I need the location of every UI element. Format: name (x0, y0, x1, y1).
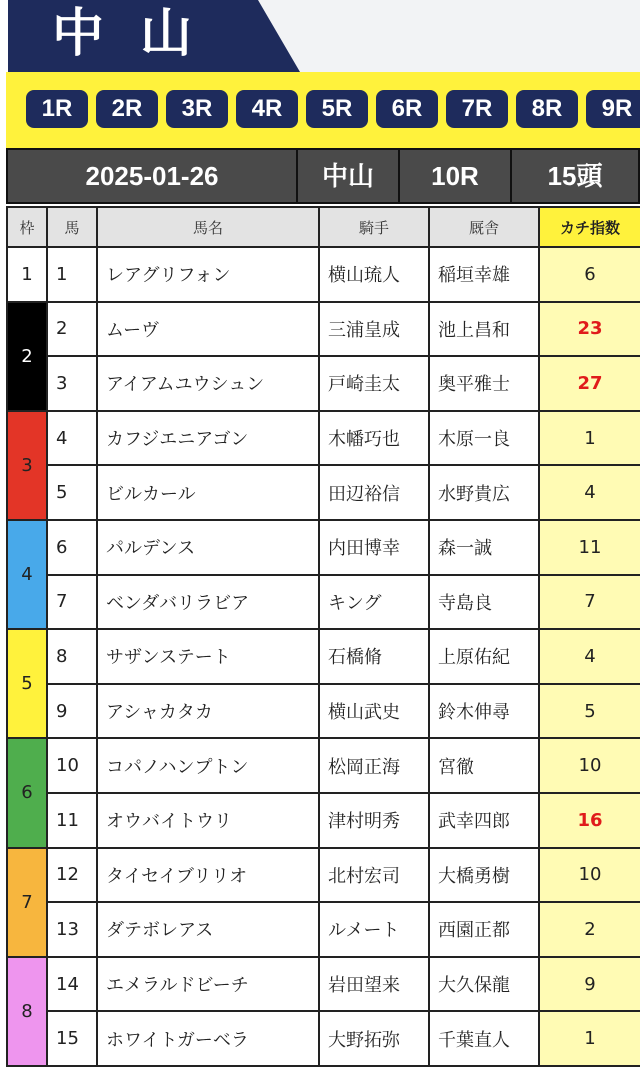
table-row[interactable] (7, 848, 640, 903)
trainer-cell: 水野貴広 (429, 465, 539, 520)
horse-name-cell: ベンダバリラビア (97, 575, 319, 630)
score-cell: 11 (539, 520, 640, 575)
waku-cell: 1 (7, 247, 47, 302)
waku-cell: 7 (7, 848, 47, 957)
score-cell: 23 (539, 302, 640, 357)
table-row[interactable] (7, 247, 640, 302)
header-uma: 馬 (47, 207, 97, 247)
score-cell: 6 (539, 247, 640, 302)
horse-number-cell: 2 (47, 302, 97, 357)
horse-number-cell: 10 (47, 738, 97, 793)
trainer-cell: 木原一良 (429, 411, 539, 466)
race-tab-1r[interactable]: 1R (26, 90, 88, 128)
jockey-cell: 内田博幸 (319, 520, 429, 575)
trainer-cell: 宮徹 (429, 738, 539, 793)
trainer-cell: 池上昌和 (429, 302, 539, 357)
horse-name-cell: カフジエニアゴン (97, 411, 319, 466)
score-cell: 7 (539, 575, 640, 630)
horse-name-cell: タイセイブリリオ (97, 848, 319, 903)
banner-edge (0, 0, 8, 72)
trainer-cell: 千葉直人 (429, 1011, 539, 1066)
table-row[interactable] (7, 629, 640, 684)
jockey-cell: 戸崎圭太 (319, 356, 429, 411)
horse-number-cell: 1 (47, 247, 97, 302)
horse-number-cell: 3 (47, 356, 97, 411)
runner-count: 15頭 (547, 161, 603, 191)
table-row[interactable] (7, 684, 640, 739)
trainer-cell: 鈴木伸尋 (429, 684, 539, 739)
jockey-cell: 岩田望来 (319, 957, 429, 1012)
horse-name-cell: ビルカール (97, 465, 319, 520)
jockey-cell: 松岡正海 (319, 738, 429, 793)
score-cell: 27 (539, 356, 640, 411)
score-cell: 16 (539, 793, 640, 848)
horse-name-cell: ムーヴ (97, 302, 319, 357)
header-trainer: 厩舎 (429, 207, 539, 247)
table-row[interactable] (7, 902, 640, 957)
horse-name-cell: ダテボレアス (97, 902, 319, 957)
race-tab-6r[interactable]: 6R (376, 90, 438, 128)
table-header-row (7, 207, 640, 247)
race-tab-strip (6, 72, 640, 148)
race-tab-4r[interactable]: 4R (236, 90, 298, 128)
jockey-cell: 北村宏司 (319, 848, 429, 903)
trainer-cell: 上原佑紀 (429, 629, 539, 684)
trainer-cell: 森一誠 (429, 520, 539, 575)
horse-name-cell: パルデンス (97, 520, 319, 575)
race-date: 2025-01-26 (8, 150, 298, 202)
race-tab-8r[interactable]: 8R (516, 90, 578, 128)
horse-number-cell: 15 (47, 1011, 97, 1066)
score-cell: 10 (539, 738, 640, 793)
score-cell: 5 (539, 684, 640, 739)
race-tab-9r[interactable]: 9R (586, 90, 640, 128)
table-row[interactable] (7, 356, 640, 411)
horse-name-cell: サザンステート (97, 629, 319, 684)
score-cell: 4 (539, 629, 640, 684)
table-row[interactable] (7, 1011, 640, 1066)
score-cell: 10 (539, 848, 640, 903)
header-jockey: 騎手 (319, 207, 429, 247)
score-cell: 9 (539, 957, 640, 1012)
entries-table (6, 206, 640, 1067)
horse-number-cell: 8 (47, 629, 97, 684)
trainer-cell: 大橋勇樹 (429, 848, 539, 903)
horse-number-cell: 4 (47, 411, 97, 466)
horse-name-cell: レアグリフォン (97, 247, 319, 302)
score-cell: 1 (539, 1011, 640, 1066)
jockey-cell: 横山武史 (319, 684, 429, 739)
venue-title: 中山 (52, 4, 229, 64)
score-cell: 2 (539, 902, 640, 957)
waku-cell: 3 (7, 411, 47, 520)
waku-cell: 5 (7, 629, 47, 738)
header-waku: 枠 (7, 207, 47, 247)
race-info-bar (6, 148, 640, 204)
trainer-cell: 稲垣幸雄 (429, 247, 539, 302)
trainer-cell: 大久保龍 (429, 957, 539, 1012)
jockey-cell: 石橋脩 (319, 629, 429, 684)
table-row[interactable] (7, 302, 640, 357)
horse-name-cell: ホワイトガーベラ (97, 1011, 319, 1066)
race-tab-3r[interactable]: 3R (166, 90, 228, 128)
horse-name-cell: コパノハンプトン (97, 738, 319, 793)
trainer-cell: 寺島良 (429, 575, 539, 630)
horse-number-cell: 7 (47, 575, 97, 630)
race-tab-2r[interactable]: 2R (96, 90, 158, 128)
table-row[interactable] (7, 957, 640, 1012)
score-cell: 4 (539, 465, 640, 520)
horse-name-cell: アイアムユウシュン (97, 356, 319, 411)
table-row[interactable] (7, 793, 640, 848)
jockey-cell: 木幡巧也 (319, 411, 429, 466)
horse-number-cell: 9 (47, 684, 97, 739)
jockey-cell: 津村明秀 (319, 793, 429, 848)
table-row[interactable] (7, 465, 640, 520)
jockey-cell: ルメート (319, 902, 429, 957)
table-row[interactable] (7, 520, 640, 575)
waku-cell: 4 (7, 520, 47, 629)
horse-number-cell: 6 (47, 520, 97, 575)
score-cell: 1 (539, 411, 640, 466)
header-horse-name: 馬名 (97, 207, 319, 247)
race-tab-7r[interactable]: 7R (446, 90, 508, 128)
jockey-cell: キング (319, 575, 429, 630)
header-score: カチ指数 (539, 207, 640, 247)
table-row[interactable] (7, 575, 640, 630)
table-row[interactable] (7, 411, 640, 466)
waku-cell: 6 (7, 738, 47, 847)
trainer-cell: 武幸四郎 (429, 793, 539, 848)
horse-name-cell: アシャカタカ (97, 684, 319, 739)
race-tabs (26, 90, 640, 128)
table-row[interactable] (7, 738, 640, 793)
jockey-cell: 三浦皇成 (319, 302, 429, 357)
horse-number-cell: 5 (47, 465, 97, 520)
horse-name-cell: オウバイトウリ (97, 793, 319, 848)
horse-number-cell: 14 (47, 957, 97, 1012)
horse-name-cell: エメラルドビーチ (97, 957, 319, 1012)
race-venue: 中山 (298, 150, 400, 202)
race-number: 10R (400, 150, 512, 202)
waku-cell: 2 (7, 302, 47, 411)
jockey-cell: 横山琉人 (319, 247, 429, 302)
jockey-cell: 田辺裕信 (319, 465, 429, 520)
horse-number-cell: 11 (47, 793, 97, 848)
trainer-cell: 西園正都 (429, 902, 539, 957)
horse-number-cell: 12 (47, 848, 97, 903)
trainer-cell: 奥平雅士 (429, 356, 539, 411)
horse-number-cell: 13 (47, 902, 97, 957)
jockey-cell: 大野拓弥 (319, 1011, 429, 1066)
race-tab-5r[interactable]: 5R (306, 90, 368, 128)
waku-cell: 8 (7, 957, 47, 1066)
